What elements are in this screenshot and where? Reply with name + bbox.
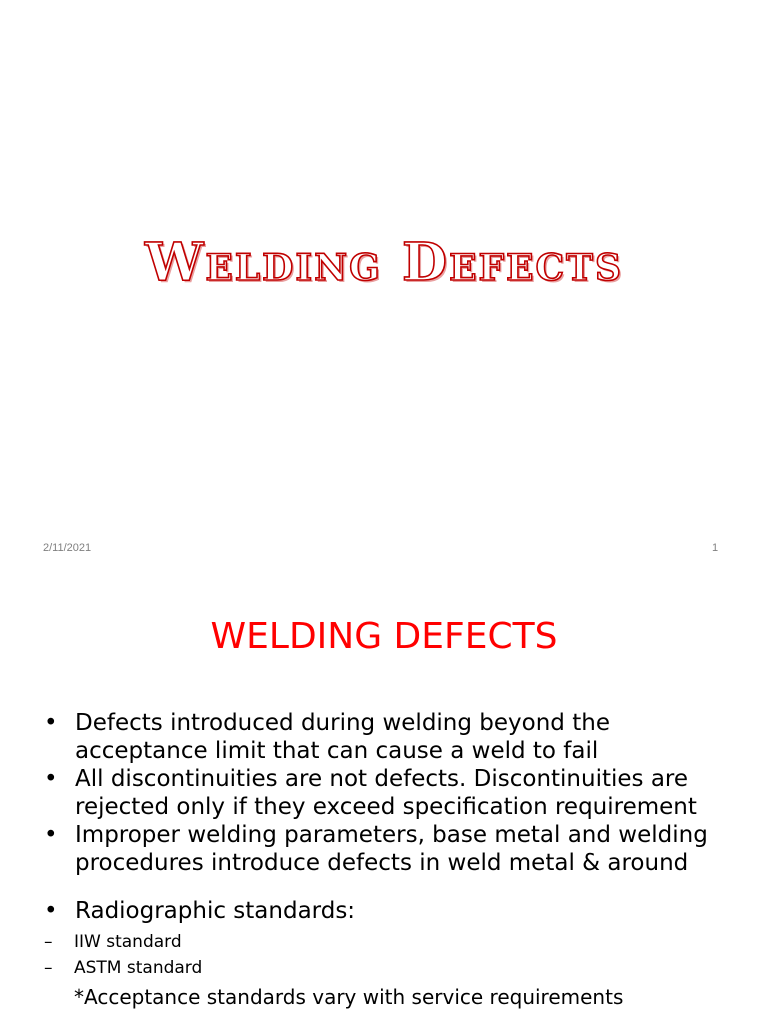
slide-page-number: 1 xyxy=(712,542,719,554)
bullet-item xyxy=(44,765,744,821)
sub-list-container xyxy=(44,929,744,1011)
bullet-text: All discontinuities are not defects. Discontinuities are rejected only if they exceed specification requirement xyxy=(75,766,697,820)
acceptance-note: *Acceptance standards vary with service requirements xyxy=(74,985,624,1009)
bullet-item xyxy=(44,821,744,877)
bullet-dot-icon: • xyxy=(44,822,58,848)
sub-bullet-text: IIW standard xyxy=(74,932,182,952)
sub-bullet-list xyxy=(44,929,744,981)
dash-icon: – xyxy=(44,958,53,978)
sub-bullet-text: ASTM standard xyxy=(74,958,203,978)
slide-title: Welding Defects xyxy=(145,232,623,293)
dash-icon: – xyxy=(44,932,53,952)
bullet-dot-icon: • xyxy=(44,898,58,924)
bullet-text: Defects introduced during welding beyond the acceptance limit that can cause a weld to fail xyxy=(75,710,610,764)
bullet-dot-icon: • xyxy=(44,710,58,736)
bullet-text: Radiographic standards: xyxy=(75,898,356,924)
bullet-dot-icon: • xyxy=(44,766,58,792)
bullet-text: Improper welding parameters, base metal and welding procedures introduce defects in weld metal & around xyxy=(75,822,708,876)
sub-bullet-item xyxy=(44,929,744,955)
bullet-list xyxy=(44,709,744,1011)
slide-date: 2/11/2021 xyxy=(43,542,92,554)
sub-bullet-item xyxy=(44,955,744,981)
content-slide xyxy=(0,576,768,1024)
bullet-item xyxy=(44,897,744,925)
content-slide-title: WELDING DEFECTS xyxy=(210,616,558,657)
bullet-item xyxy=(44,709,744,765)
